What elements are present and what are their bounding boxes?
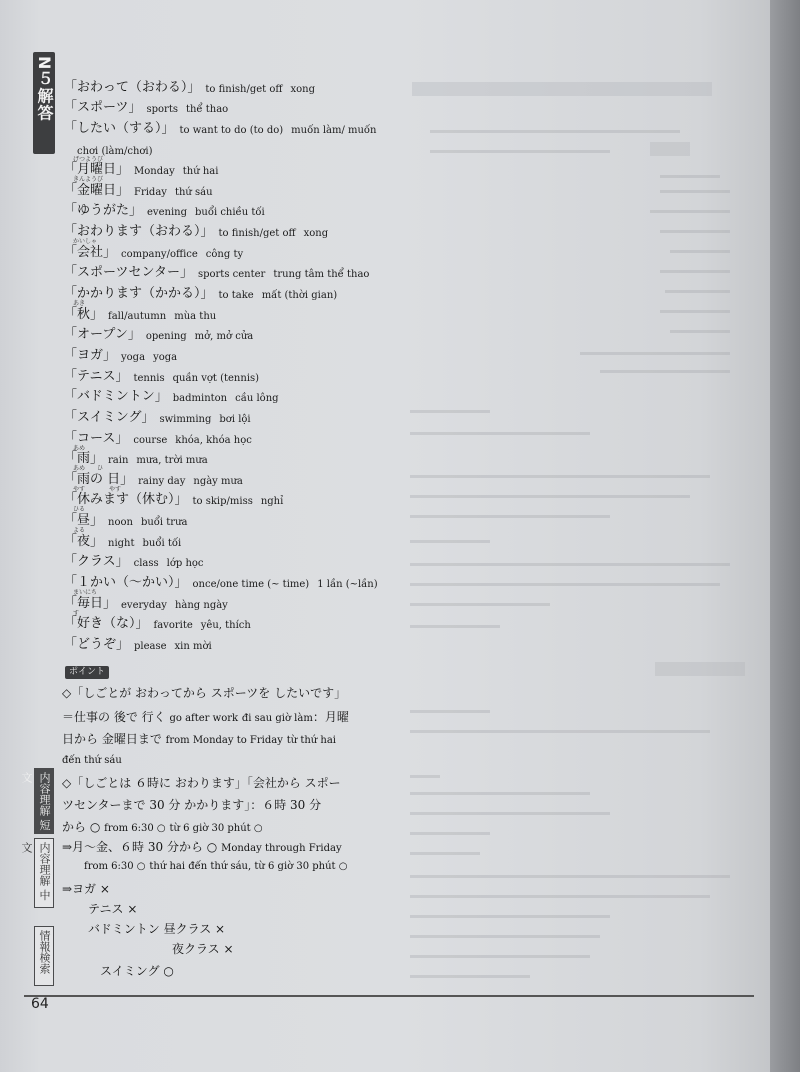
vocab-row xyxy=(64,569,404,590)
vocab-term: 「オープン」 xyxy=(64,327,141,343)
vocab-row xyxy=(64,157,404,178)
vocab-vi: lớp học xyxy=(166,558,204,570)
vocab-vi: muốn làm/ muốn xyxy=(291,124,377,136)
vocab-term: 「秋」 xyxy=(64,306,104,322)
vocab-row xyxy=(64,280,404,301)
vocab-row xyxy=(64,198,404,219)
vocab-en: noon xyxy=(108,517,133,529)
point-1-tail: ：月曜 xyxy=(312,710,349,724)
vocab-term: 「ヨガ」 xyxy=(64,347,117,363)
vocab-en: to finish/get off xyxy=(218,228,296,240)
point-2-line-3-vi: từ 6 giờ 30 phút ○ xyxy=(169,823,263,834)
side-tab-info-search xyxy=(34,926,54,986)
point-badge: ポイント xyxy=(65,666,109,679)
vocab-vi: mưa, trời mưa xyxy=(136,455,208,467)
vocab-vi: xong xyxy=(290,83,315,95)
vocab-en: evening xyxy=(147,207,187,219)
side-tab-level-label: N５解答 xyxy=(35,56,54,122)
vocab-term: 「スポーツ」 xyxy=(64,100,142,116)
point-2-line-2-text: ツセンターまで 30 分 かかります」：６時 30 分 xyxy=(62,798,322,812)
vocab-row xyxy=(64,384,404,405)
vocab-term: 「休みます（休む）」 xyxy=(64,492,188,508)
page-edge xyxy=(770,0,800,1072)
vocab-row xyxy=(64,74,404,95)
vocab-en: swimming xyxy=(159,413,212,425)
point-2-text: ◇「しごとは ６時に おわります」「会社から スポー xyxy=(62,776,341,790)
vocab-en: everyday xyxy=(121,599,167,611)
point-1-line-3 xyxy=(62,730,407,747)
vocab-term: 「スポーツセンター」 xyxy=(64,265,193,281)
point-1-line-4-vi: đến thứ sáu xyxy=(62,755,122,766)
vocab-furigana: かいしゃ xyxy=(73,238,98,246)
vocab-en: tennis xyxy=(133,372,165,384)
point-4-tennis-text: テニス × xyxy=(88,902,138,916)
vocab-en: company/office xyxy=(121,248,198,260)
point-1-vi: đi sau giờ làm xyxy=(241,713,313,724)
vocab-row xyxy=(64,363,404,384)
vocab-row xyxy=(64,239,404,260)
point-2-line-1 xyxy=(62,774,407,791)
point-4-badminton xyxy=(88,920,433,937)
vocab-vi: chơi (làm/chơi) xyxy=(77,145,153,157)
vocab-term: 「毎日」 xyxy=(64,595,117,611)
vocab-en: to finish/get off xyxy=(205,83,283,95)
vocab-furigana: やす やす xyxy=(73,485,122,493)
vocab-vi: buổi chiều tối xyxy=(194,207,265,219)
vocab-vi: xin mời xyxy=(174,640,212,652)
vocab-term: 「月曜日」 xyxy=(64,162,130,178)
vocab-furigana: す xyxy=(73,609,80,617)
vocab-term: 「夜」 xyxy=(64,533,104,549)
vocab-vi: quần vợt (tennis) xyxy=(172,372,260,384)
vocab-vi: công ty xyxy=(205,248,244,260)
side-tab-short-text-label: 内容理解 短文 xyxy=(20,772,51,831)
vocab-furigana: げつようび xyxy=(73,155,104,163)
vocab-en: to want to do (to do) xyxy=(179,124,284,136)
vocab-vi: thứ sáu xyxy=(174,186,213,198)
vocab-row xyxy=(64,218,404,239)
vocab-term: 「１かい（〜かい）」 xyxy=(64,575,188,591)
vocab-term: 「雨の 日」 xyxy=(64,471,134,487)
vocab-en: rain xyxy=(108,455,129,467)
vocab-en: badminton xyxy=(172,393,228,405)
point-1-line-1 xyxy=(62,684,407,701)
side-tab-mid-text xyxy=(20,838,54,908)
vocab-en: opening xyxy=(145,331,187,343)
vocab-vi: ngày mưa xyxy=(193,475,243,487)
point-1-text: ◇「しごとが おわってから スポーツを したいです」 xyxy=(62,686,347,700)
point-3-line-1 xyxy=(62,838,407,855)
vocab-vi: mất (thời gian) xyxy=(261,290,338,302)
point-4-night xyxy=(172,940,517,957)
point-1-en: go after work xyxy=(169,713,239,724)
vocab-term: 「スイミング」 xyxy=(64,409,155,425)
vocab-term: 「昼」 xyxy=(64,513,104,529)
point-3-line-2 xyxy=(84,858,429,872)
vocab-row xyxy=(64,95,404,116)
vocab-en: favorite xyxy=(153,620,193,632)
vocab-row xyxy=(64,404,404,425)
vocab-term: 「かかります（かかる）」 xyxy=(64,286,214,302)
point-2-line-3 xyxy=(62,818,407,835)
point-1-jp: ＝仕事の 後で 行く xyxy=(62,710,166,724)
side-tab-mid-text-label: 内容理解 中文 xyxy=(20,842,51,901)
vocab-term: 「おわります（おわる）」 xyxy=(64,224,214,240)
vocab-row xyxy=(64,260,404,281)
vocab-vi: khóa, khóa học xyxy=(175,434,252,446)
side-tab-level xyxy=(33,52,55,154)
vocab-row xyxy=(64,507,404,528)
vocab-row xyxy=(64,590,404,611)
vocab-term: 「好き（な）」 xyxy=(64,616,149,632)
vocab-term: 「コース」 xyxy=(64,430,129,446)
vocab-vi: 1 lần (~lần) xyxy=(317,579,378,591)
vocab-en: course xyxy=(133,434,168,446)
vocab-row xyxy=(64,631,404,652)
point-2-line-3-en: from 6:30 ○ xyxy=(104,823,166,834)
point-3-line-2-vi: thứ hai đến thứ sáu, từ 6 giờ 30 phút ○ xyxy=(149,861,348,872)
vocab-row xyxy=(64,446,404,467)
vocab-en: fall/autumn xyxy=(108,310,167,322)
vocab-furigana: あき xyxy=(73,300,86,308)
vocabulary-list xyxy=(64,74,404,652)
vocab-row xyxy=(64,301,404,322)
vocab-furigana: あめ xyxy=(73,444,86,452)
vocab-vi: bơi lội xyxy=(219,413,251,425)
vocab-row xyxy=(64,611,404,632)
point-2-line-3-jp: から ○ xyxy=(62,820,101,834)
vocab-vi: yoga xyxy=(153,351,178,363)
vocab-row xyxy=(64,136,404,157)
vocab-term: 「会社」 xyxy=(64,244,117,260)
vocab-en: class xyxy=(133,558,159,570)
side-tab-short-text xyxy=(20,768,54,834)
point-4-yoga-text: ⇒ヨガ × xyxy=(62,882,110,896)
vocab-row xyxy=(64,425,404,446)
show-through-text xyxy=(410,70,750,990)
vocab-vi: hàng ngày xyxy=(174,599,228,611)
vocab-vi: cầu lông xyxy=(235,393,279,405)
vocab-vi: thể thao xyxy=(185,104,229,116)
vocab-vi: nghỉ xyxy=(260,496,284,508)
footer-rule xyxy=(24,995,754,997)
point-4-tennis xyxy=(88,900,433,917)
point-2-line-2 xyxy=(62,796,407,813)
vocab-term: 「クラス」 xyxy=(64,554,129,570)
vocab-row xyxy=(64,549,404,570)
side-tab-info-search-label: 情報検索 xyxy=(38,930,51,974)
vocab-en: Monday xyxy=(134,166,175,178)
vocab-vi: mở, mở cửa xyxy=(194,331,254,343)
vocab-term: 「どうぞ」 xyxy=(64,636,130,652)
vocab-vi: trung tâm thể thao xyxy=(273,269,370,281)
page-number: 64 xyxy=(31,996,49,1012)
point-4-swimming xyxy=(100,962,445,979)
vocab-vi: thứ hai xyxy=(182,166,219,178)
point-3-jp: ⇒月〜金、６時 30 分から ○ xyxy=(62,840,218,854)
point-4-swimming-text: スイミング ○ xyxy=(100,964,174,978)
point-3-en: Monday through Friday xyxy=(221,843,342,854)
vocab-term: 「金曜日」 xyxy=(64,182,130,198)
vocab-vi: buổi tối xyxy=(142,537,182,549)
vocab-row xyxy=(64,177,404,198)
vocab-furigana: まいにち xyxy=(73,589,98,597)
vocab-en: once/one time (~ time) xyxy=(192,579,310,591)
vocab-en: yoga xyxy=(121,351,146,363)
vocab-row xyxy=(64,322,404,343)
vocab-en: night xyxy=(108,537,135,549)
vocab-en: to skip/miss xyxy=(192,496,253,508)
vocab-vi: yêu, thích xyxy=(200,620,251,632)
vocab-term: 「ゆうがた」 xyxy=(64,203,143,219)
vocab-en: sports center xyxy=(197,269,266,281)
vocab-vi: mùa thu xyxy=(174,310,217,322)
point-1-line-4 xyxy=(62,752,407,766)
vocab-term: 「おわって（おわる）」 xyxy=(64,79,201,95)
vocab-row xyxy=(64,528,404,549)
point-1-line-3-en: from Monday to Friday xyxy=(165,735,283,746)
vocab-en: to take xyxy=(218,290,254,302)
point-4-yoga xyxy=(62,880,407,897)
vocab-term: 「雨」 xyxy=(64,451,104,467)
vocab-row xyxy=(64,342,404,363)
point-1-line-2 xyxy=(62,708,407,725)
vocab-term: 「バドミントン」 xyxy=(64,389,168,405)
vocab-furigana: ひる xyxy=(73,506,86,514)
vocab-furigana: あめ ひ xyxy=(73,465,104,473)
vocab-term: 「テニス」 xyxy=(64,368,129,384)
point-4-badminton-text: バドミントン 昼クラス × xyxy=(88,922,226,936)
point-4-night-text: 夜クラス × xyxy=(172,942,234,956)
vocab-term: 「したい（する）」 xyxy=(64,120,175,136)
vocab-furigana: きんようび xyxy=(73,176,104,184)
vocab-furigana: よる xyxy=(73,527,86,535)
vocab-en: Friday xyxy=(134,186,167,198)
vocab-en: sports xyxy=(146,104,178,116)
vocab-vi: xong xyxy=(303,228,329,240)
point-1-line-3-jp: 日から 金曜日まで xyxy=(62,732,162,746)
vocab-en: rainy day xyxy=(138,475,186,487)
vocab-row xyxy=(64,115,404,136)
vocab-vi: buổi trưa xyxy=(140,517,188,529)
vocab-en: please xyxy=(134,640,167,652)
vocab-row xyxy=(64,487,404,508)
point-1-line-3-vi: từ thứ hai xyxy=(286,735,337,746)
point-3-line-2-en: from 6:30 ○ xyxy=(84,861,146,872)
